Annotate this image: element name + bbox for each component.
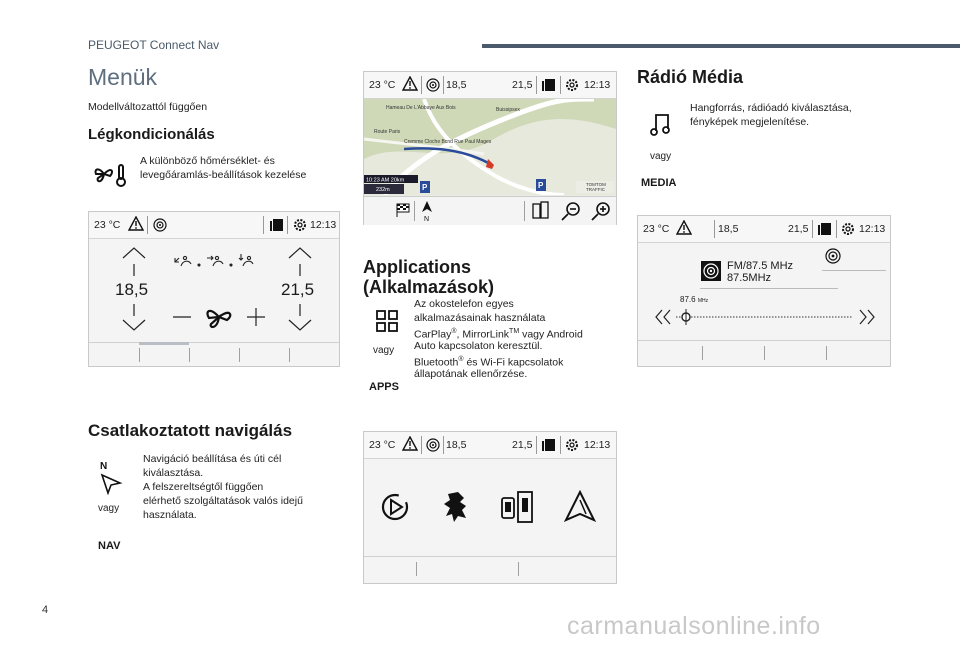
menuk-title: Menük (88, 64, 158, 90)
klima-desc-1: A különböző hőmérséklet- és (140, 155, 275, 167)
compass-north-icon[interactable] (420, 200, 434, 227)
nav-toolbar (364, 196, 616, 225)
radio-desc-2: fényképek megjelenítése. (690, 116, 810, 128)
zoom-out-icon[interactable] (560, 201, 582, 226)
phone-icon (541, 77, 557, 96)
apps-desc-1: Az okostelefon egyes (414, 298, 514, 310)
nav-desc-2: kiválasztása. (143, 467, 204, 479)
radio-button-label: MEDIA (641, 177, 677, 189)
apps-heading-1: Applications (363, 257, 472, 277)
apps-desc-6: állapotának ellenőrzése. (414, 368, 528, 380)
android-auto-icon[interactable] (564, 490, 596, 527)
svg-text:P: P (422, 183, 428, 192)
klima-desc-2: levegőáramlás-beállítások kezelése (140, 169, 307, 181)
status-temp: 23 °C (369, 79, 396, 91)
svg-text:TRAFFIC: TRAFFIC (586, 187, 605, 192)
running-header: PEUGEOT Connect Nav (88, 38, 220, 52)
nav-heading: Csatlakoztatott navigálás (88, 421, 293, 440)
right-temp: 21,5 (281, 280, 315, 299)
peugeot-lion-icon[interactable] (440, 490, 470, 529)
left-temp: 18,5 (718, 223, 739, 235)
music-note-icon (650, 112, 672, 136)
zoom-in-icon[interactable] (590, 201, 612, 226)
radio-or: vagy (650, 151, 672, 162)
settings-icon (292, 217, 308, 236)
left-temp: 18,5 (446, 439, 467, 451)
status-time: 12:13 (310, 219, 337, 231)
nav-desc-3: A felszereltségtől függően (143, 481, 264, 493)
klima-heading: Légkondicionálás (88, 126, 215, 143)
phone-icon (817, 221, 833, 240)
nav-or: vagy (98, 503, 120, 514)
connectivity-icon (152, 217, 168, 236)
map-label-4: Cremme Cloche Bcnd Rue Paul Mages (404, 139, 492, 145)
left-temp: 18,5 (446, 79, 467, 91)
watermark: carmanualsonline.info (567, 612, 821, 640)
navigation-screen (363, 71, 617, 225)
apps-button-label: APPS (369, 381, 399, 393)
tuner-frequency: 87.6 MHz (680, 295, 709, 304)
warning-icon (676, 220, 692, 238)
airflow-mode-icons[interactable] (171, 250, 263, 274)
status-time: 12:13 (859, 223, 886, 235)
radio-screen (637, 215, 891, 367)
carplay-play-icon[interactable] (380, 492, 410, 527)
radio-heading: Rádió Média (637, 67, 744, 87)
apps-or: vagy (373, 345, 395, 356)
status-temp: 23 °C (369, 439, 396, 451)
map-options-icon[interactable] (532, 201, 550, 226)
radio-source-icon[interactable] (824, 247, 842, 270)
connectivity-icon (425, 77, 441, 96)
nav-desc-5: használata. (143, 509, 197, 521)
settings-icon (840, 221, 856, 240)
map-traffic-label: TOMTOM (586, 182, 606, 187)
radio-desc-1: Hangforrás, rádióadó kiválasztása, (690, 102, 852, 114)
status-temp: 23 °C (94, 219, 121, 231)
warning-icon (402, 76, 418, 94)
settings-icon (564, 437, 580, 456)
warning-icon (402, 436, 418, 454)
status-time: 12:13 (584, 79, 611, 91)
map-distance: 232m (376, 187, 390, 193)
map-time: 10:23 AM 20km (366, 177, 405, 184)
left-temp: 18,5 (115, 280, 149, 299)
status-time: 12:13 (584, 439, 611, 451)
apps-desc-2: alkalmazásainak használata (414, 312, 546, 324)
settings-icon (564, 77, 580, 96)
menuk-subtitle: Modellváltozattól függően (88, 101, 208, 113)
phone-icon (269, 217, 285, 236)
svg-text:N: N (424, 216, 430, 222)
apps-desc-5: Bluetooth® és Wi-Fi kapcsolatok (414, 356, 564, 369)
connectivity-icon (425, 437, 441, 456)
nav-desc-4: elérhető szolgáltatások valós idejű (143, 495, 303, 507)
phone-icon (541, 437, 557, 456)
station-name: FM/87.5 MHz (727, 260, 794, 272)
checkered-flag-icon[interactable] (396, 203, 410, 222)
map-label-1: Hameau De L'Abbaye Aux Bois (386, 105, 456, 111)
apps-desc-4: Auto kapcsolaton keresztül. (414, 340, 543, 352)
warning-icon (128, 216, 144, 234)
page-number: 4 (42, 604, 49, 616)
svg-text:P: P (538, 181, 544, 190)
active-tab-indicator (139, 342, 189, 345)
tuner-slider[interactable] (652, 306, 878, 328)
climate-fan-temp-icon (92, 160, 128, 188)
apps-grid-icon (376, 310, 398, 332)
nav-button-label: NAV (98, 540, 121, 552)
right-temp: 21,5 (512, 439, 533, 451)
fan-speed-control-icon[interactable] (169, 300, 269, 334)
map-label-3: Route Paris (374, 129, 401, 135)
right-temp: 21,5 (788, 223, 809, 235)
station-frequency: 87.5MHz (727, 272, 772, 284)
right-temp: 21,5 (512, 79, 533, 91)
status-temp: 23 °C (643, 223, 670, 235)
apps-heading-2: (Alkalmazások) (363, 277, 495, 297)
climate-screen (88, 211, 340, 367)
mirrorlink-icon[interactable] (500, 490, 536, 529)
header-rule (482, 44, 960, 48)
apps-desc-3: CarPlay®, MirrorLink™ vagy Android (414, 328, 583, 341)
map-label-2: Buissipsex (496, 107, 520, 113)
nav-desc-1: Navigáció beállítása és úti cél (143, 453, 282, 465)
map-view[interactable] (364, 99, 616, 195)
svg-text:N: N (100, 461, 108, 472)
navigation-arrow-icon (98, 459, 124, 495)
station-logo-icon (700, 260, 722, 287)
apps-screen (363, 431, 617, 584)
